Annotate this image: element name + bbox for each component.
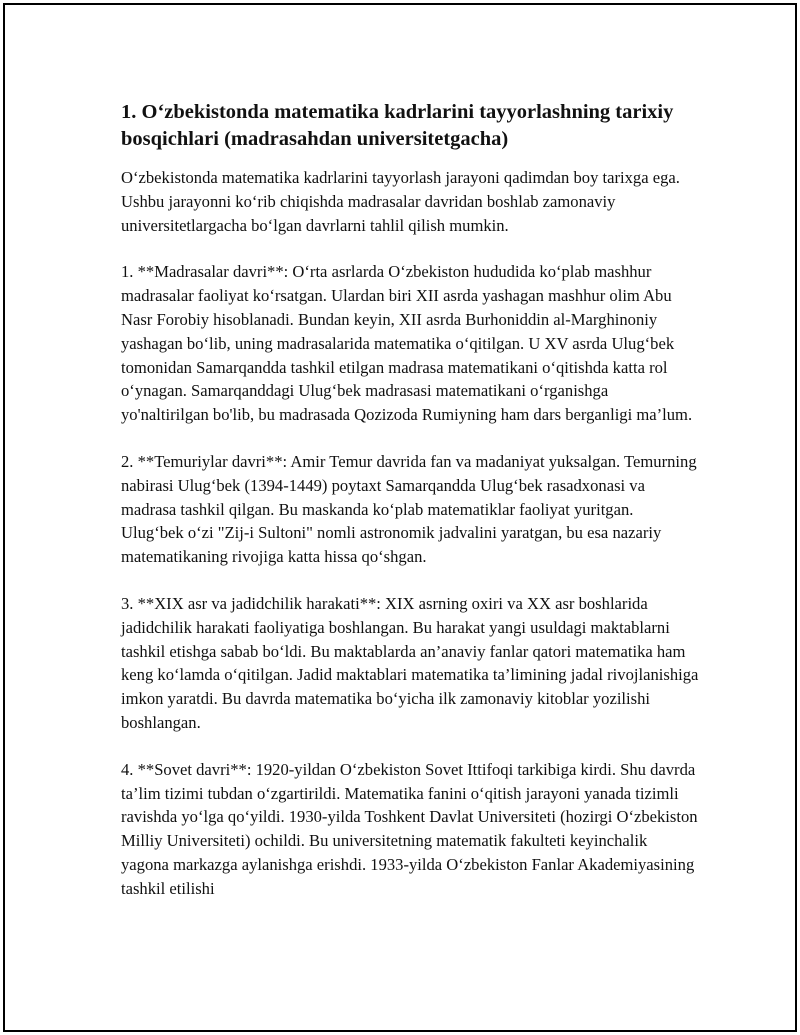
- document-body: [121, 99, 699, 924]
- soviet-period-paragraph: 4. **Sovet davri**: 1920-yildan O‘zbekiston Sovet Ittifoqi tarkibiga kirdi. Shu davrda ta’lim tizimi tubdan o‘zgartirildi. Matematika fanini o‘qitish jarayoni yanada tizimli ravishda yo‘lga qo‘yildi. 1930-yilda Toshkent Davlat Universiteti (hozirgi O‘zbekiston Milliy Universiteti) ochildi. Bu universitetning matematik fakulteti keyinchalik yagona markazga aylanishga erishdi. 1933-yilda O‘zbekiston Fanlar Akademiyasining tashkil etilishi: [121, 759, 698, 898]
- timurid-period-paragraph: 2. **Temuriylar davri**: Amir Temur davrida fan va madaniyat yuksalgan. Temurning nabirasi Ulug‘bek (1394-1449) poytaxt Samarqandda Ulug‘bek rasadxonasi va madrasa tashkil qilgan. Bu maskanda ko‘plab matematiklar faoliyat yuritgan. Ulug‘bek o‘zi "Zij-i Sultoni" nomli astronomik jadvalini yaratgan, bu esa nazariy matematikaning rivojiga katta hissa qo‘shgan.: [121, 451, 697, 567]
- document-page: [3, 3, 797, 1032]
- jadid-movement-paragraph: 3. **XIX asr va jadidchilik harakati**: XIX asrning oxiri va XX asr boshlarida jadidchilik harakati faoliyatiga boshlangan. Bu harakat yangi usuldagi maktablarni tashkil etishga sabab bo‘ldi. Bu maktablarda an’anaviy fanlar qatori matematika ham keng ko‘lamda o‘qitilgan. Jadid maktablari matematika ta’limining jadal rivojlanishiga imkon yaratdi. Bu davrda matematika bo‘yicha ilk zamonaviy kitoblar yozilishi boshlangan.: [121, 593, 699, 732]
- madrasa-period-paragraph: 1. **Madrasalar davri**: O‘rta asrlarda O‘zbekiston hududida ko‘plab mashhur madrasalar faoliyat ko‘rsatgan. Ulardan biri XII asrda yashagan mashhur olim Abu Nasr Forobiy hisoblanadi. Bundan keyin, XII asrda Burhoniddin al-Marghinoniy yashagan bo‘lib, uning madrasalarida matematika o‘qitilgan. U XV asrda Ulug‘bek tomonidan Samarqandda tashkil etilgan madrasa matematikani o‘qitishda katta rol o‘ynagan. Samarqanddagi Ulug‘bek madrasasi matematikani o‘rganishga yo'naltirilgan bo'lib, bu madrasada Qozizoda Rumiyning ham dars berganligi ma’lum.: [121, 262, 693, 425]
- section-heading: 1. O‘zbekistonda matematika kadrlarini tayyorlashning tarixiy bosqichlari (madrasahdan universitetgacha): [121, 101, 674, 150]
- intro-paragraph: O‘zbekistonda matematika kadrlarini tayyorlash jarayoni qadimdan boy tarixga ega. Ushbu jarayonni ko‘rib chiqishda madrasalar davridan boshlab zamonaviy universitetlargacha bo‘lgan davrlarni tahlil qilish mumkin.: [121, 168, 680, 235]
